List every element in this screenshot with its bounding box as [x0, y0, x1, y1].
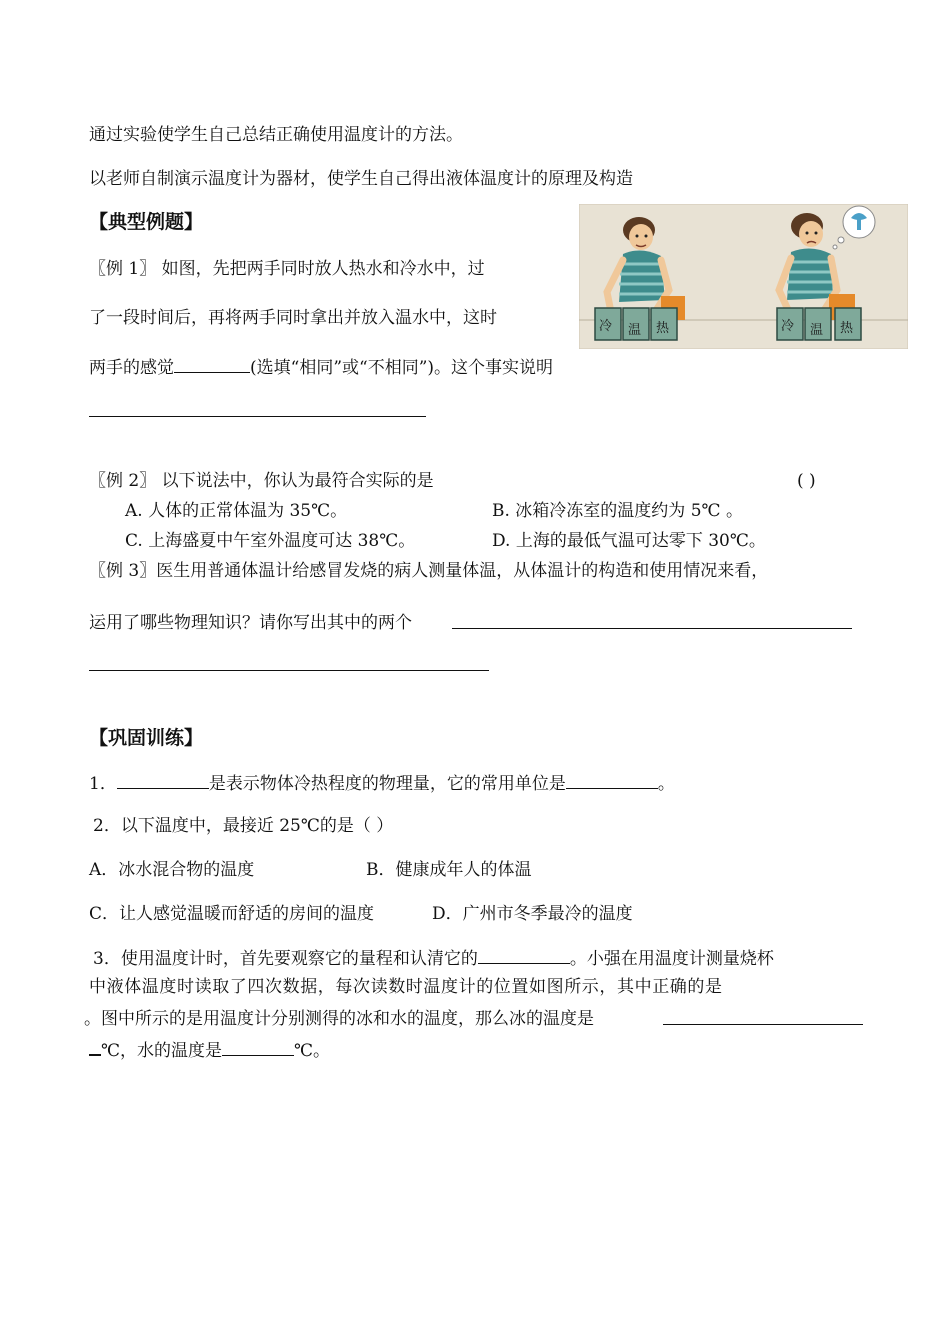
warm-label: 温: [628, 323, 642, 338]
answer-blank[interactable]: [566, 772, 658, 789]
question-2-option-d[interactable]: D．广州市冬季最冷的温度: [432, 904, 633, 924]
question-1-text: 是表示物体冷热程度的物理量，它的常用单位是: [208, 774, 566, 794]
question-3-line-1-text: 3．使用温度计时，首先要观察它的量程和认清它的: [93, 949, 478, 969]
cold-label: 冷: [599, 319, 613, 334]
answer-line[interactable]: [663, 1024, 863, 1025]
question-2-stem: 2．以下温度中，最接近 25℃的是（ ）: [93, 816, 394, 836]
question-1: [89, 772, 675, 795]
question-3-line-2: 中液体温度时读取了四次数据，每次读数时温度计的位置如图所示，其中正确的是: [89, 977, 723, 997]
answer-blank[interactable]: [222, 1039, 294, 1056]
question-2-option-c[interactable]: C．让人感觉温暖而舒适的房间的温度: [89, 904, 375, 924]
hot-label-right: 热: [840, 321, 854, 336]
boy-hands-in-water-illustration: [579, 204, 908, 349]
question-3-line-1-tail: 。小强在用温度计测量烧杯: [569, 949, 774, 969]
example-2-option-d[interactable]: D. 上海的最低气温可达零下 30℃。: [492, 531, 766, 551]
question-3-line-3: 。图中所示的是用温度计分别测得的冰和水的温度，那么冰的温度是: [84, 1009, 594, 1029]
hot-label: 热: [656, 321, 670, 336]
intro-line-2: 以老师自制演示温度计为器材，使学生自己得出液体温度计的原理及构造: [89, 169, 633, 189]
example-2-stem: 〖例 2〗 以下说法中，你认为最符合实际的是: [89, 471, 434, 491]
example-1-figure: [579, 204, 908, 349]
answer-blank[interactable]: [174, 356, 250, 373]
question-2-option-b[interactable]: B．健康成年人的体温: [366, 860, 532, 880]
answer-blank[interactable]: [117, 772, 209, 789]
example-2-option-b[interactable]: B. 冰箱冷冻室的温度约为 5℃ 。: [492, 501, 743, 521]
practice-heading: 【巩固训练】: [89, 727, 204, 749]
question-3-line-4: [89, 1038, 330, 1062]
example-1-line-1: 〖例 1〗 如图，先把两手同时放人热水和冷水中，过: [89, 259, 485, 279]
example-3-line-1: 〖例 3〗医生用普通体温计给感冒发烧的病人测量体温，从体温计的构造和使用情况来看，: [89, 561, 769, 581]
example-1-line-2: 了一段时间后，再将两手同时拿出并放入温水中，这时: [89, 308, 497, 328]
question-3-line-1: [93, 947, 774, 970]
question-1-number: 1．: [89, 774, 117, 794]
example-1-line-3-text: 两手的感觉: [89, 358, 174, 378]
cold-label-right: 冷: [781, 319, 795, 334]
question-1-end: 。: [657, 774, 675, 794]
answer-line[interactable]: [452, 628, 852, 629]
example-2-option-a[interactable]: A. 人体的正常体温为 35℃。: [125, 501, 348, 521]
question-2-option-a[interactable]: A．冰水混合物的温度: [89, 860, 255, 880]
examples-heading: 【典型例题】: [89, 211, 204, 233]
example-1-line-3-tail: (选填“相同”或“不相同”)。这个事实说明: [250, 358, 554, 378]
answer-line[interactable]: [89, 670, 489, 671]
question-3-unit-2: ℃。: [294, 1041, 331, 1061]
intro-line-1: 通过实验使学生自己总结正确使用温度计的方法。: [89, 125, 463, 145]
warm-label-right: 温: [810, 323, 824, 338]
answer-blank[interactable]: [478, 947, 570, 964]
example-2-answer-paren[interactable]: ( ): [797, 471, 816, 491]
example-2-option-c[interactable]: C. 上海盛夏中午室外温度可达 38℃。: [125, 531, 416, 551]
question-3-unit-1: ℃，水的温度是: [101, 1041, 223, 1061]
example-3-line-2: 运用了哪些物理知识？请你写出其中的两个: [89, 613, 412, 633]
example-1-line-3: [89, 356, 553, 379]
answer-blank[interactable]: [89, 1038, 101, 1056]
answer-line[interactable]: [89, 416, 426, 417]
